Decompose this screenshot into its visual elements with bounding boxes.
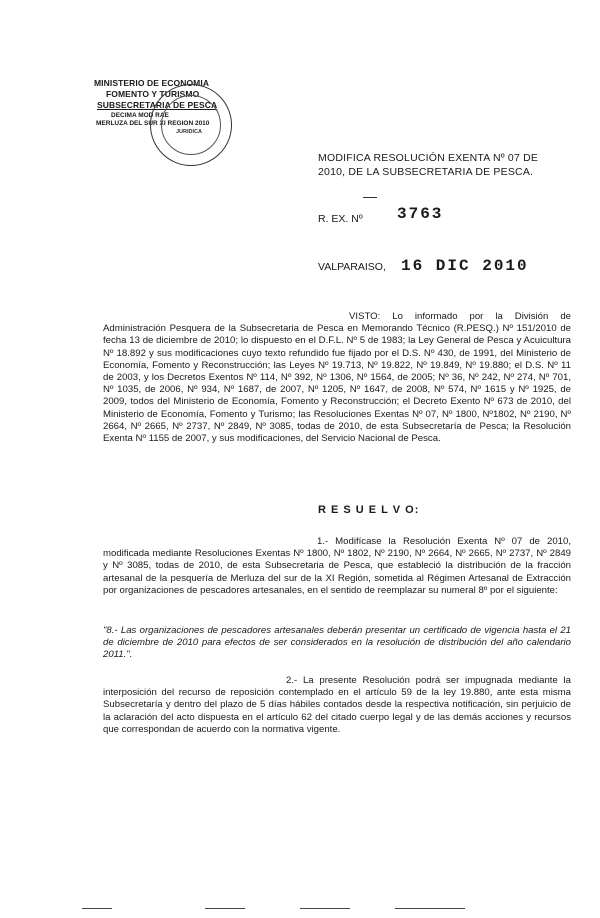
rex-label: R. EX. Nº xyxy=(318,213,363,225)
scan-mark xyxy=(82,908,112,909)
item-1-paragraph xyxy=(103,536,571,597)
rex-dash xyxy=(363,197,377,198)
seal-center-text: JURIDICA xyxy=(176,129,202,135)
document-title-line-2: 2010, DE LA SUBSECRETARIA DE PESCA. xyxy=(318,166,534,178)
item-1-text: 2010, modificada mediante Resoluciones Exentas Nº 1800, Nº 1802, Nº 2190, Nº 2664, Nº 2665, Nº 2737, Nº 2849 y Nº 3085, todas de 2010, de esta Subsecretaria de Pesca, que estableció la distribución de la fracción artesanal de la pesquería de Merluza del sur de la XI Región, sometida al Régimen Artesanal de Extracción por organizaciones de pescadores artesanales, en el sentido de reemplazar su numeral 8º por el siguiente: xyxy=(103,536,571,596)
reference-line-1: DECIMA MOD RAE xyxy=(111,112,169,119)
scan-mark xyxy=(395,908,465,909)
item-1-lead: 1.- Modifícase la Resolución Exenta Nº 07 de xyxy=(317,536,540,547)
visto-paragraph xyxy=(103,311,571,445)
document-title-line-1: MODIFICA RESOLUCIÓN EXENTA Nº 07 DE xyxy=(318,152,539,164)
scan-mark xyxy=(300,908,350,909)
item-2-paragraph xyxy=(103,675,571,736)
reference-line-2: MERLUZA DEL SUR XI REGION 2010 xyxy=(96,120,210,127)
item-2-text: mediante la interposición del recurso de reposición contemplado en el artículo 59 de la ley 19.880, ante esta misma Subsecretaría y dentro del plazo de 5 días hábiles contados desde la respectiva notificación, sin perjuicio de la aclaración del acto dispuesta en el artículo 62 del citado cuerpo legal y de las demás acciones y recursos que correspondan de acuerdo con la normativa vigente. xyxy=(103,675,572,735)
visto-text: Lo informado por la División de Administración Pesquera de la Subsecretaria de Pesca en Memorando Técnico (R.PESQ.) Nº 151/2010 de fecha 13 de diciembre de 2010; lo dispuesto en el D.F.L. Nº 5 de 1983; la Ley General de Pesca y Acuicultura Nº 18.892 y sus modificaciones cuyo texto refundido fue fijado por el D.S. Nº 430, de 1991, del Ministerio de Economía, Fomento y Reconstrucción; las Leyes Nº 19.713, Nº 19.822, Nº 19.849, Nº 19.880; el D.S. Nº 11 de 2003, y los Decretos Exentos Nº 114, Nº 392, Nº 1306, Nº 1564, de 2005; Nº 36, Nº 242, Nº 274, Nº 701, Nº 1035, de 2006, Nº 934, Nº 1687, de 2007, Nº 1205, Nº 1647, de 2008, Nº 574, Nº 1615 y Nº 1925, de 2009, todos del Ministerio de Economía, Fomento y Reconstrucción; el Decreto Exento Nº 673 de 2010, del Ministerio de Economía, Fomento y Turismo; las Resoluciones Exentas Nº 07, Nº 1800, Nº1802, Nº 2190, Nº 2664, Nº 2665, Nº 2737, Nº 2849, Nº 3085, todas de 2010, de esta Subsecretaría de Pesca; la Resolución Exenta Nº 1155 de 2007, y sus modificaciones, del Servicio Nacional de Pesca. xyxy=(103,311,571,445)
subsecretaria-label: SUBSECRETARIA DE PESCA xyxy=(97,100,218,110)
ministry-line-2: FOMENTO Y TURISMO xyxy=(106,89,200,99)
seal-inner-ring xyxy=(161,95,221,155)
quoted-numeral-8: "8.- Las organizaciones de pescadores artesanales deberán presentar un certificado de vigencia hasta el 21 de diciembre de 2010 para efectos de ser considerados en la resolución de distribución del año calendario 2011.". xyxy=(103,625,571,661)
ministry-line-1: MINISTERIO DE ECONOMIA xyxy=(94,78,210,88)
scan-mark xyxy=(205,908,245,909)
rex-number-stamp: 3763 xyxy=(397,205,444,223)
resuelvo-heading: R E S U E L V O: xyxy=(318,504,420,516)
item-2-lead: 2.- La presente Resolución podrá ser impugnada xyxy=(286,675,513,686)
place-label: VALPARAISO, xyxy=(318,261,386,273)
date-stamp: 16 DIC 2010 xyxy=(401,257,529,275)
juridica-seal-stamp xyxy=(150,84,232,166)
visto-lead: VISTO: xyxy=(349,311,381,322)
